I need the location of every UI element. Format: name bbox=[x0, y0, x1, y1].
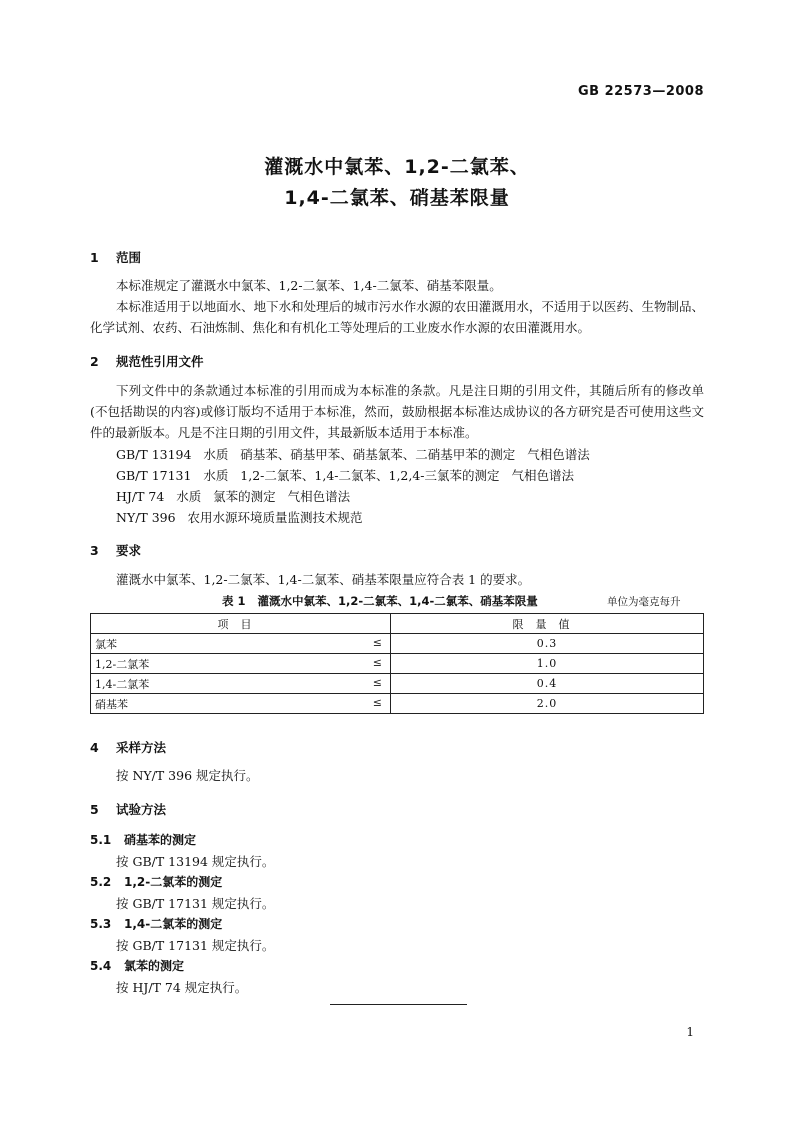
section-5-heading bbox=[90, 800, 166, 818]
row-item bbox=[91, 634, 391, 654]
s1-paragraph-2: 本标准适用于以地面水、地下水和处理后的城市污水作水源的农田灌溉用水，不适用于以医药、生物制品、化学试剂、农药、石油炼制、焦化和有机化工等处理后的工业废水作水源的农田灌溉用水。 bbox=[90, 299, 704, 335]
section-number: 1 bbox=[90, 250, 99, 265]
limits-table bbox=[90, 613, 704, 714]
row-value: 0.4 bbox=[391, 674, 704, 694]
item-label: 1,2-二氯苯 bbox=[95, 657, 150, 671]
reference-item: NY/T 396 农用水源环境质量监测技术规范 bbox=[116, 510, 363, 525]
row-item bbox=[91, 694, 391, 714]
le-symbol: ≤ bbox=[372, 656, 382, 669]
table-caption: 表 1 灌溉水中氯苯、1,2-二氯苯、1,4-二氯苯、硝基苯限量 bbox=[222, 594, 538, 608]
s1-paragraph-1: 本标准规定了灌溉水中氯苯、1,2-二氯苯、1,4-二氯苯、硝基苯限量。 bbox=[116, 278, 502, 293]
subsection-number: 5.2 bbox=[90, 875, 112, 889]
le-symbol: ≤ bbox=[372, 676, 382, 689]
page-number: 1 bbox=[686, 1025, 694, 1039]
table-row bbox=[91, 674, 704, 694]
section-1-heading bbox=[90, 248, 141, 266]
subsection-5-3-text: 按 GB/T 17131 规定执行。 bbox=[116, 938, 275, 953]
table-header-row bbox=[91, 614, 704, 634]
row-value: 2.0 bbox=[391, 694, 704, 714]
standard-code: GB 22573—2008 bbox=[577, 84, 704, 99]
row-item bbox=[91, 654, 391, 674]
page-title-line2: 1,4-二氯苯、硝基苯限量 bbox=[284, 187, 510, 209]
row-item bbox=[91, 674, 391, 694]
section-title: 采样方法 bbox=[116, 740, 167, 755]
item-label: 氯苯 bbox=[95, 637, 117, 651]
subsection-number: 5.1 bbox=[90, 833, 112, 847]
page-title-line1: 灌溉水中氯苯、1,2-二氯苯、 bbox=[264, 156, 530, 178]
section-title: 范围 bbox=[116, 250, 142, 265]
le-symbol: ≤ bbox=[372, 636, 382, 649]
section-number: 4 bbox=[90, 740, 99, 755]
section-4-heading bbox=[90, 738, 166, 756]
item-label: 1,4-二氯苯 bbox=[95, 677, 150, 691]
item-label: 硝基苯 bbox=[95, 697, 128, 711]
subsection-5-2-text: 按 GB/T 17131 规定执行。 bbox=[116, 896, 275, 911]
subsection-number: 5.4 bbox=[90, 959, 112, 973]
reference-item: GB/T 13194 水质 硝基苯、硝基甲苯、硝基氯苯、二硝基甲苯的测定 气相色谱法 bbox=[116, 447, 590, 462]
section-3-heading bbox=[90, 541, 141, 559]
subsection-title: 1,2-二氯苯的测定 bbox=[124, 875, 223, 889]
table-unit: 单位为毫克每升 bbox=[607, 596, 681, 608]
subsection-5-1-text: 按 GB/T 13194 规定执行。 bbox=[116, 854, 275, 869]
le-symbol: ≤ bbox=[372, 696, 382, 709]
subsection-title: 1,4-二氯苯的测定 bbox=[124, 917, 223, 931]
section-number: 3 bbox=[90, 543, 99, 558]
subsection-5-1-heading bbox=[90, 831, 196, 848]
section-2-heading bbox=[90, 352, 204, 370]
section-number: 2 bbox=[90, 354, 99, 369]
section-title: 试验方法 bbox=[116, 802, 167, 817]
col-value-header: 限量值 bbox=[391, 614, 704, 634]
row-value: 0.3 bbox=[391, 634, 704, 654]
subsection-title: 硝基苯的测定 bbox=[124, 833, 197, 847]
subsection-number: 5.3 bbox=[90, 917, 112, 931]
col-item-header: 项目 bbox=[91, 614, 391, 634]
table-row bbox=[91, 634, 704, 654]
table-row bbox=[91, 694, 704, 714]
reference-item: GB/T 17131 水质 1,2-二氯苯、1,4-二氯苯、1,2,4-三氯苯的测定 气相色谱法 bbox=[116, 468, 574, 483]
subsection-5-3-heading bbox=[90, 915, 222, 932]
subsection-5-4-heading bbox=[90, 957, 184, 974]
section-title: 要求 bbox=[116, 543, 142, 558]
s4-text: 按 NY/T 396 规定执行。 bbox=[116, 768, 259, 783]
row-value: 1.0 bbox=[391, 654, 704, 674]
subsection-title: 氯苯的测定 bbox=[124, 959, 185, 973]
s3-paragraph-1: 灌溉水中氯苯、1,2-二氯苯、1,4-二氯苯、硝基苯限量应符合表 1 的要求。 bbox=[116, 572, 531, 587]
section-number: 5 bbox=[90, 802, 99, 817]
subsection-5-4-text: 按 HJ/T 74 规定执行。 bbox=[116, 980, 248, 995]
reference-item: HJ/T 74 水质 氯苯的测定 气相色谱法 bbox=[116, 489, 351, 504]
end-divider bbox=[330, 1004, 467, 1005]
section-title: 规范性引用文件 bbox=[116, 354, 204, 369]
subsection-5-2-heading bbox=[90, 873, 222, 890]
s2-paragraph-1: 下列文件中的条款通过本标准的引用而成为本标准的条款。凡是注日期的引用文件，其随后所有的修改单(不包括勘误的内容)或修订版均不适用于本标准，然而，鼓励根据本标准达成协议的各方研究是否可使用这些文件的最新版本。凡是不注日期的引用文件，其最新版本适用于本标准。 bbox=[90, 383, 704, 440]
table-row bbox=[91, 654, 704, 674]
